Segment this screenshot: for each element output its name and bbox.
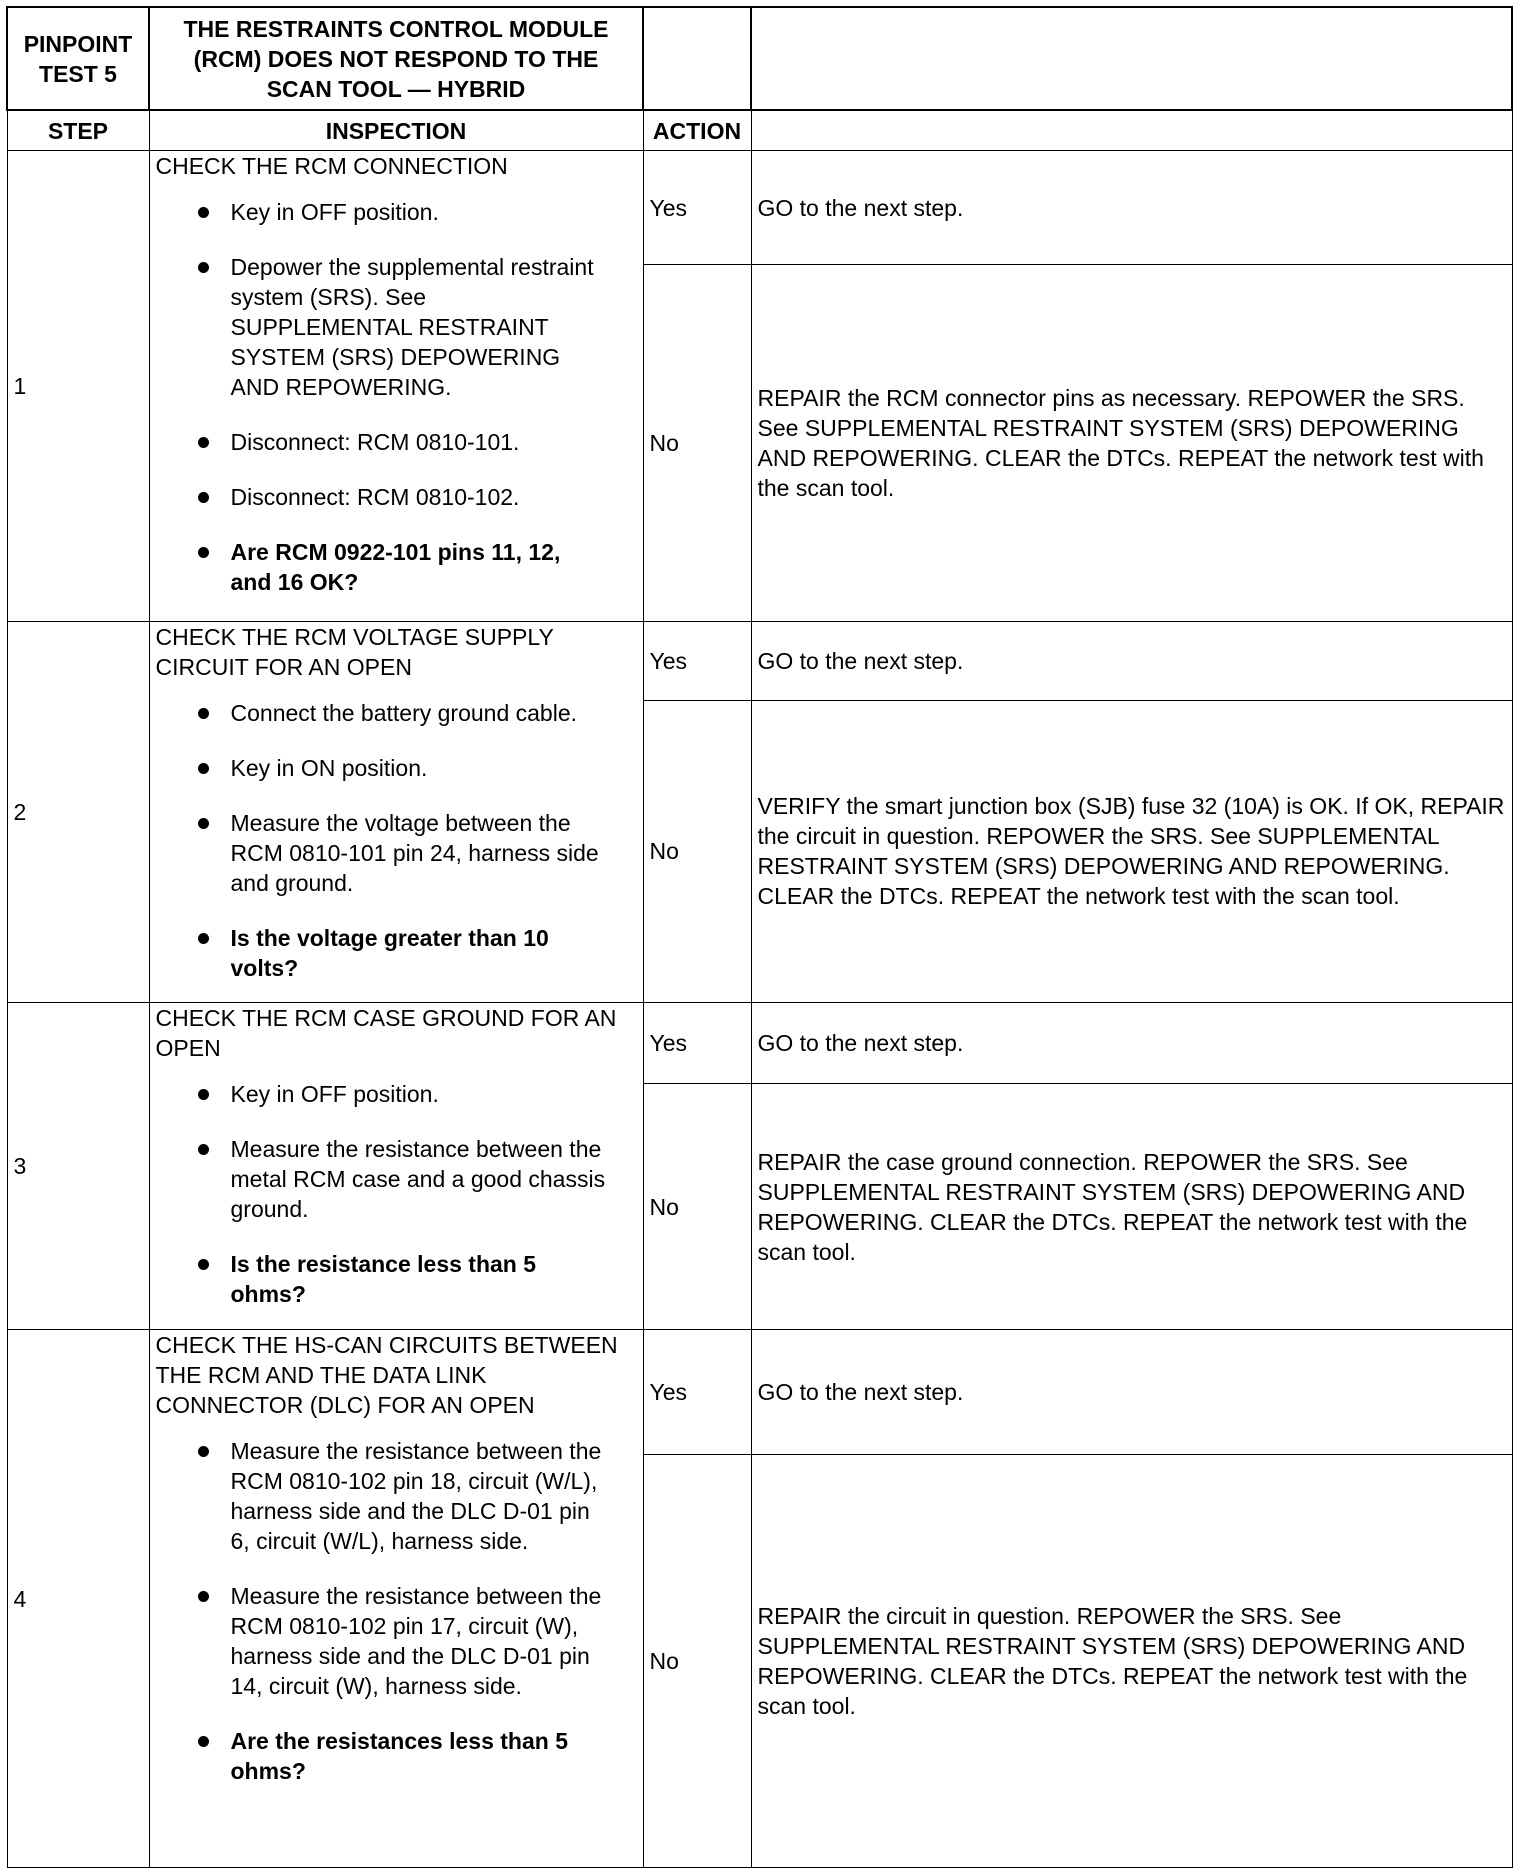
step-bullet <box>156 1436 637 1556</box>
step-inspection <box>149 1003 643 1330</box>
answer-yes: Yes <box>643 622 751 700</box>
step-3-yes-row <box>7 1003 1512 1083</box>
yes-action: GO to the next step. <box>751 1330 1512 1454</box>
col-header-inspection: INSPECTION <box>149 110 643 150</box>
col-header-action: ACTION <box>643 110 751 150</box>
answer-no: No <box>643 1083 751 1330</box>
no-action: REPAIR the circuit in question. REPOWER the SRS. See SUPPLEMENTAL RESTRAINT SYSTEM (SRS) DEPOWERING AND REPOWERING. CLEAR the DTCs. REPEAT the network test with the scan tool. <box>751 1454 1512 1867</box>
step-bullet-text: Disconnect: RCM 0810-101. <box>230 428 520 455</box>
yes-action: GO to the next step. <box>751 622 1512 700</box>
step-number: 2 <box>7 622 149 1003</box>
step-bullet <box>156 427 637 457</box>
pinpoint-label <box>7 7 149 110</box>
no-action: REPAIR the case ground connection. REPOWER the SRS. See SUPPLEMENTAL RESTRAINT SYSTEM (SRS) DEPOWERING AND REPOWERING. CLEAR the DTCs. REPEAT the network test with the scan tool. <box>751 1083 1512 1330</box>
col-header-step: STEP <box>7 110 149 150</box>
step-title: CHECK THE HS-CAN CIRCUITS BETWEEN THE RCM AND THE DATA LINK CONNECTOR (DLC) FOR AN OPEN <box>155 1332 618 1419</box>
bullet-icon <box>198 1591 209 1602</box>
step-title: CHECK THE RCM CASE GROUND FOR AN OPEN <box>155 1005 617 1062</box>
step-4-yes-row <box>7 1330 1512 1454</box>
step-bullet-text: Key in OFF position. <box>230 1081 439 1108</box>
step-bullet-text: Measure the voltage between the RCM 0810-101 pin 24, harness side and ground. <box>230 810 599 897</box>
step-number: 3 <box>7 1003 149 1330</box>
step-question <box>156 1249 637 1309</box>
col-header-empty <box>751 110 1512 150</box>
step-bullet-list <box>156 1436 637 1786</box>
answer-no: No <box>643 1454 751 1867</box>
no-action: REPAIR the RCM connector pins as necessary. REPOWER the SRS. See SUPPLEMENTAL RESTRAINT SYSTEM (SRS) DEPOWERING AND REPOWERING. CLEAR the DTCs. REPEAT the network test with the scan tool. <box>751 265 1512 622</box>
step-bullet-list <box>156 698 637 983</box>
step-bullet <box>156 753 637 783</box>
step-bullet-list <box>156 197 637 597</box>
step-number: 4 <box>7 1330 149 1868</box>
step-number: 1 <box>7 150 149 621</box>
answer-no: No <box>643 700 751 1003</box>
step-bullet-text: Measure the resistance between the RCM 0810-102 pin 17, circuit (W), harness side and the DLC D-01 pin 14, circuit (W), harness side. <box>230 1583 602 1700</box>
step-title: CHECK THE RCM CONNECTION <box>155 152 508 179</box>
header-empty-result <box>751 7 1512 110</box>
step-question <box>156 1726 637 1786</box>
step-bullet-list <box>156 1079 637 1309</box>
step-bullet <box>156 1581 637 1701</box>
answer-yes: Yes <box>643 150 751 264</box>
pinpoint-test-table <box>6 6 1513 1868</box>
answer-no: No <box>643 265 751 622</box>
bullet-icon <box>198 708 209 719</box>
step-bullet <box>156 1134 637 1224</box>
step-question-text: Is the voltage greater than 10 volts? <box>230 925 549 982</box>
header-row <box>7 7 1512 110</box>
step-bullet <box>156 252 637 402</box>
bullet-icon <box>198 437 209 448</box>
step-bullet <box>156 1079 637 1109</box>
bullet-icon <box>198 1736 209 1747</box>
bullet-icon <box>198 492 209 503</box>
step-bullet-text: Key in ON position. <box>230 755 428 782</box>
step-bullet <box>156 197 637 227</box>
step-bullet-text: Disconnect: RCM 0810-102. <box>230 483 520 510</box>
yes-action: GO to the next step. <box>751 1003 1512 1083</box>
step-2-yes-row <box>7 622 1512 700</box>
step-bullet-text: Connect the battery ground cable. <box>230 700 578 727</box>
yes-action: GO to the next step. <box>751 150 1512 264</box>
step-inspection <box>149 1330 643 1868</box>
answer-yes: Yes <box>643 1330 751 1454</box>
header-empty-action <box>643 7 751 110</box>
step-bullet <box>156 698 637 728</box>
no-action: VERIFY the smart junction box (SJB) fuse 32 (10A) is OK. If OK, REPAIR the circuit in question. REPOWER the SRS. See SUPPLEMENTAL RESTRAINT SYSTEM (SRS) DEPOWERING AND REPOWERING. CLEAR the DTCs. REPEAT the network test with the scan tool. <box>751 700 1512 1003</box>
step-1-yes-row <box>7 150 1512 264</box>
step-bullet-text: Measure the resistance between the metal RCM case and a good chassis ground. <box>230 1136 606 1223</box>
bullet-icon <box>198 933 209 944</box>
step-question-text: Are the resistances less than 5 ohms? <box>230 1728 568 1785</box>
step-bullet-text: Measure the resistance between the RCM 0810-102 pin 18, circuit (W/L), harness side and the DLC D-01 pin 6, circuit (W/L), harness side. <box>230 1438 602 1555</box>
bullet-icon <box>198 1089 209 1100</box>
step-inspection <box>149 622 643 1003</box>
step-question-text: Is the resistance less than 5 ohms? <box>230 1251 537 1308</box>
bullet-icon <box>198 763 209 774</box>
answer-yes: Yes <box>643 1003 751 1083</box>
step-question <box>156 537 637 597</box>
test-title: THE RESTRAINTS CONTROL MODULE (RCM) DOES NOT RESPOND TO THE SCAN TOOL — HYBRID <box>149 7 643 110</box>
bullet-icon <box>198 818 209 829</box>
bullet-icon <box>198 207 209 218</box>
bullet-icon <box>198 262 209 273</box>
step-bullet <box>156 482 637 512</box>
step-title: CHECK THE RCM VOLTAGE SUPPLY CIRCUIT FOR AN OPEN <box>155 624 554 681</box>
step-bullet <box>156 808 637 898</box>
bullet-icon <box>198 1446 209 1457</box>
column-header-row <box>7 110 1512 150</box>
step-inspection <box>149 150 643 621</box>
pinpoint-label-text: PINPOINT TEST 5 <box>23 30 133 87</box>
steps-body <box>7 150 1512 1867</box>
bullet-icon <box>198 1259 209 1270</box>
step-bullet-text: Depower the supplemental restraint system (SRS). See SUPPLEMENTAL RESTRAINT SYSTEM (SRS) DEPOWERING AND REPOWERING. <box>230 253 594 400</box>
bullet-icon <box>198 547 209 558</box>
step-question-text: Are RCM 0922-101 pins 11, 12, and 16 OK? <box>230 538 561 595</box>
bullet-icon <box>198 1144 209 1155</box>
step-bullet-text: Key in OFF position. <box>230 198 439 225</box>
step-question <box>156 923 637 983</box>
